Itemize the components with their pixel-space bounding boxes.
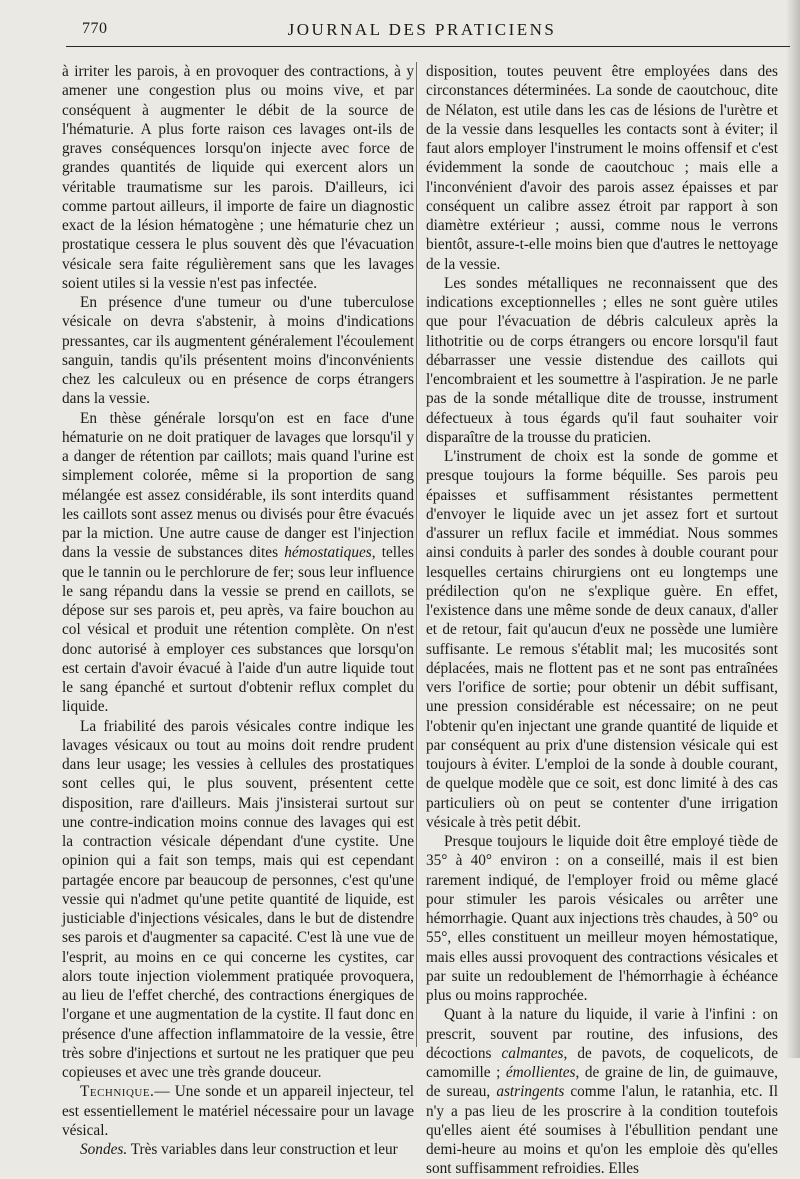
paragraph-text: comme l'alun, le ratanhia, etc. Il n'y a pas lieu de les proscrire à la condition toutefois qu'elles aient été soumises à l'ébullition pendant une demi-heure au moins et qu'on les emploie dès qu'elles sont suffisamment refroidies. Elles xyxy=(426,1083,778,1178)
paragraph-text: Très variables dans leur construction et leur xyxy=(127,1141,398,1158)
paragraph xyxy=(62,1082,414,1140)
page-edge-shadow xyxy=(786,0,800,1058)
paragraph xyxy=(62,1140,414,1159)
italic-term: hémostatiques xyxy=(284,544,372,562)
column-divider xyxy=(416,62,417,1047)
paragraph: En présence d'une tumeur ou d'une tuberculose vésicale on devra s'abstenir, à moins d'indications pressantes, car ils augmentent généralement l'écoulement sanguin, tandis qu'ils présentent moins d'inconvénients chez les calculeux ou en présence de corps étrangers dans la vessie. xyxy=(62,294,414,408)
paragraph-text: — Une sonde et un appareil injecteur, tel est essentiellement le matériel nécessaire pour un lavage vésical. xyxy=(62,1083,414,1139)
italic-term: calmantes xyxy=(501,1044,564,1062)
paragraph-text: , de pavots, de coquelicots, de camomille ; xyxy=(426,1044,778,1081)
subsection-label: Sondes. xyxy=(80,1141,128,1158)
page-number: 770 xyxy=(82,20,108,37)
italic-term: émollientes xyxy=(505,1064,576,1081)
paragraph: Les sondes métalliques ne reconnaissent que des indications exceptionnelles ; elles ne sont guère utiles que pour l'évacuation de débris calculeux après la lithotritie ou de corps étrangers ou encore lorsqu'il faut débarrasser une vessie distendue des caillots qui l'encombraient et les soumettre à l'aspiration. Je ne parle pas de la sonde métallique dite de trousse, instrument défectueux à tous égards qu'il faut souhaiter voir disparaître de la trousse du praticien. xyxy=(426,274,778,446)
paragraph xyxy=(426,1005,778,1178)
paragraph: L'instrument de choix est la sonde de gomme et presque toujours la forme béquille. Ses parois peu épaisses et suffisamment résistantes permettent d'envoyer le liquide avec un jet assez fort et surtout d'assurer un reflux facile et immédiat. Nous sommes ainsi conduits à parler des sondes à double courant pour lesquelles certains chirurgiens ont eu longtemps une prédilection qu'on ne s'explique guère. En effet, l'existence dans une même sonde de deux canaux, d'aller et de retour, fait qu'aucun d'eux ne possède une lumière suffisante. Le remous s'établit mal; les mucosités sont déplacées, mais ne flottent pas et ne sont pas entraînées vers l'orifice de sortie; pour obtenir un débit suffisant, une pression considérable est nécessaire; on ne peut l'obtenir qu'en injectant une grande quantité de liquide et par conséquent au prix d'une distension vésicale qui est toujours à éviter. L'emploi de la sonde à double courant, de quelque modèle que ce soit, est donc limité à des cas particuliers où on peut se contenter d'une irrigation vésicale à très petit débit. xyxy=(426,448,778,831)
section-label: Technique. xyxy=(80,1083,155,1101)
paragraph-text: , telles que le tannin ou le perchlorure de fer; sous leur influence le sang répandu dans la vessie se prend en caillots, se dépose sur ses parois et, peu après, va faire bouchon au col vésical et produit une rétention complète. On n'est donc autorisé à employer ces substances que lorsqu'on est certain d'avoir évacué à l'aide d'un autre liquide tout le sang épanché et surtout d'obtenir reflux complet du liquide. xyxy=(62,544,414,716)
left-column xyxy=(62,62,414,1159)
paragraph-text: Quant à la nature du liquide, il varie à l'infini : on prescrit, souvent par routine, des infusions, des décoctions xyxy=(426,1006,778,1062)
paragraph: Presque toujours le liquide doit être employé tiède de 35° à 40° environ : on a conseillé, mais il est bien rarement indiqué, de l'employer froid ou même glacé pour stimuler les parois vésicales ou arrêter une hémorrhagie. Quant aux injections très chaudes, à 50° ou 55°, elles constituent un meilleur moyen hémostatique, mais elles aussi provoquent des contractions vésicales et par suite un redoublement de l'hémorrhagie à échéance plus ou moins rapprochée. xyxy=(426,833,778,1004)
journal-title: JOURNAL DES PRATICIENS xyxy=(287,20,557,39)
paragraph xyxy=(62,409,414,717)
paragraph: à irriter les parois, à en provoquer des contractions, à y amener une congestion plus ou moins vive, et par conséquent à augmenter le débit de la source de l'hématurie. A plus forte raison ces lavages ont-ils de graves conséquences lorsqu'on injecte avec force de grandes quantités de liquide qui exercent alors un véritable traumatisme sur les parois. D'ailleurs, ici comme partout ailleurs, il importe de faire un diagnostic exact de la lésion hématogène ; une hématurie chez un prostatique cessera le plus souvent dès que l'évacuation vésicale sera faite régulièrement sans que les lavages soient utiles si la vessie n'est pas infectée. xyxy=(62,63,414,292)
page-header xyxy=(66,16,778,46)
italic-term: astringents xyxy=(496,1083,565,1101)
paragraph: La friabilité des parois vésicales contre indique les lavages vésicaux ou tout au moins doit rendre prudent dans leur usage; les vessies à cellules des prostatiques sont celles qui, le plus souvent, présentent cette disposition, rare d'ailleurs. Mais j'insisterai surtout sur une contre-indication moins connue des lavages qui est la contraction vésicale dépendant d'une cystite. Une opinion qui a fait son temps, mais qui est cependant partagée encore par beaucoup de personnes, c'est qu'une vessie qui n'admet qu'une petite quantité de liquide, est justiciable d'injections vésicales, dans le but de distendre ses parois et d'augmenter sa capacité. C'est là une vue de l'esprit, au moins en ce qui concerne les cystites, car alors toute injection violemment pratiquée provoquera, au lieu de l'effet cherché, des contractions énergiques de l'organe et une augmentation de la cystite. Il faut donc en présence d'une affection inflammatoire de la vessie, être très sobre d'injections et surtout ne les pratiquer que peu copieuses et avec une très grande douceur. xyxy=(62,717,414,1081)
header-rule xyxy=(66,46,790,47)
paragraph-text: En thèse générale lorsqu'on est en face d'une hématurie on ne doit pratiquer de lavages que lorsqu'il y a danger de rétention par caillots; mais quand l'urine est simplement colorée, même si la proportion de sang mélangée est assez considérable, ils sont interdits quand les caillots sont assez menus ou divisés pour être évacués par la miction. Une autre cause de danger est l'injection dans la vessie de substances dites xyxy=(62,409,414,562)
right-column xyxy=(426,62,778,1179)
paragraph-text: , de graine de lin, de guimauve, de sureau, xyxy=(426,1064,778,1101)
paragraph: disposition, toutes peuvent être employées dans des circonstances déterminées. La sonde de caoutchouc, dite de Nélaton, est utile dans les cas de lésions de l'urètre et de la vessie dans lesquelles les contacts sont à éviter; il faut alors employer l'instrument le moins offensif et c'est évidemment la sonde de caoutchouc ; mais elle a l'inconvénient d'avoir des parois assez épaisses et par conséquent un calibre assez étroit par rapport à son diamètre extérieur ; aussi, comme nous le verrons bientôt, assure-t-elle moins bien que d'autres le nettoyage de la vessie. xyxy=(426,63,778,273)
